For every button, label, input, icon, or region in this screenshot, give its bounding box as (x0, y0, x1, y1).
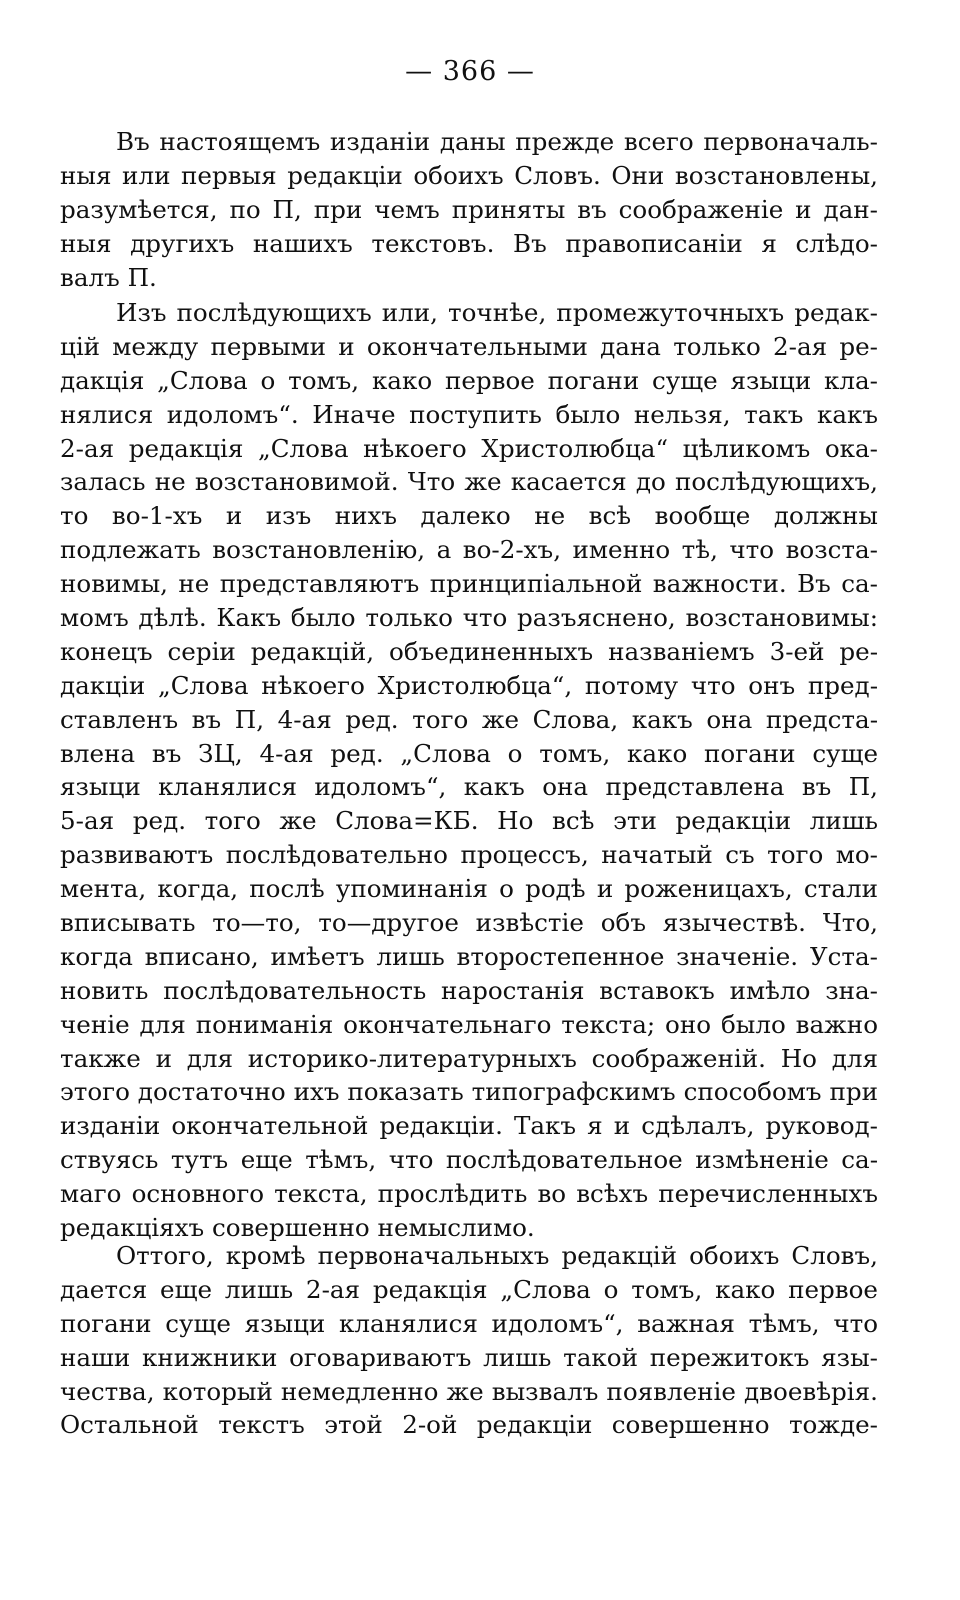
text-line: Изъ послѣдующихъ или, точнѣе, промежуточныхъ редак- (116, 298, 878, 327)
text-line: дается еще лишь 2-ая редакція „Слова о томъ, како первое (60, 1274, 878, 1304)
text-line: подлежать возстановленію, а во-2-хъ, именно тѣ, что возста- (60, 535, 878, 565)
text-line: разумѣется, по П, при чемъ приняты въ соображеніе и дан- (60, 194, 878, 224)
text-line: развиваютъ послѣдовательно процессъ, начатый съ того мо- (60, 840, 878, 870)
text-line: момъ дѣлѣ. Какъ было только что разъяснено, возстановимы: (60, 603, 878, 633)
text-line: изданіи окончательной редакціи. Такъ я и сдѣлалъ, руковод- (60, 1111, 878, 1141)
text-line: этого достаточно ихъ показать типографскимъ способомъ при (60, 1077, 878, 1107)
text-line: новить послѣдовательность наростанія вставокъ имѣло зна- (60, 975, 878, 1005)
text-line: когда вписано, имѣетъ лишь второстепенное значеніе. Уста- (60, 941, 878, 971)
text-line: Остальной текстъ этой 2-ой редакціи совершенно тожде- (60, 1410, 878, 1440)
text-line: ныя другихъ нашихъ текстовъ. Въ правописаніи я слѣдо- (60, 228, 878, 258)
text-line: языци кланялися идоломъ“, какъ она представлена въ П, (60, 772, 878, 802)
text-line: то во-1-хъ и изъ нихъ далеко не всѣ вообще должны (60, 501, 878, 531)
text-line: цій между первыми и окончательными дана только 2-ая ре- (60, 331, 878, 361)
text-line: нялися идоломъ“. Иначе поступить было нельзя, такъ какъ (60, 399, 878, 429)
text-line: редакціяхъ совершенно немыслимо. (60, 1213, 535, 1243)
text-line: маго основного текста, прослѣдить во всѣхъ перечисленныхъ (60, 1179, 878, 1209)
text-line: дакціи „Слова нѣкоего Христолюбца“, потому что онъ пред- (60, 670, 878, 700)
text-line: валъ П. (60, 262, 157, 292)
text-line: конецъ серіи редакцій, объединенныхъ названіемъ 3-ей ре- (60, 636, 878, 666)
text-line: чества, который немедленно же вызвалъ появленіе двоевѣрія. (60, 1376, 878, 1406)
text-line: также и для историко-литературныхъ соображеній. Но для (60, 1043, 878, 1073)
page-number: — 366 — (405, 56, 535, 87)
text-line: мента, когда, послѣ упоминанія о родѣ и роженицахъ, стали (60, 874, 878, 904)
text-line: залась не возстановимой. Что же касается до послѣдующихъ, (60, 467, 878, 497)
text-line: 2-ая редакція „Слова нѣкоего Христолюбца“ цѣликомъ ока- (60, 433, 878, 463)
text-line: ныя или первыя редакціи обоихъ Словъ. Они возстановлены, (60, 160, 878, 190)
paragraph-1 (60, 125, 878, 294)
text-line: Оттого, кромѣ первоначальныхъ редакцій обоихъ Словъ, (116, 1241, 878, 1270)
text-line: дакція „Слова о томъ, како первое погани суще языци кла- (60, 365, 878, 395)
text-line: вписывать то—то, то—другое извѣстіе объ язычествѣ. Что, (60, 908, 878, 938)
paragraph-2 (60, 296, 878, 1245)
text-line: ствуясь тутъ еще тѣмъ, что послѣдовательное измѣненіе са- (60, 1145, 878, 1175)
text-line: влена въ ЗЦ, 4-ая ред. „Слова о томъ, како погани суще (60, 738, 878, 768)
text-line: новимы, не представляютъ принципіальной важности. Въ са- (60, 569, 878, 599)
text-line: ставленъ въ П, 4-ая ред. того же Слова, какъ она предста- (60, 704, 878, 734)
paragraph-3 (60, 1239, 878, 1442)
text-line: 5-ая ред. того же Слова=КБ. Но всѣ эти редакціи лишь (60, 806, 878, 836)
text-line: наши книжники оговариваютъ лишь такой пережитокъ язы- (60, 1342, 878, 1372)
text-line: погани суще языци кланялися идоломъ“, важная тѣмъ, что (60, 1308, 878, 1338)
text-line: Въ настоящемъ изданіи даны прежде всего первоначаль- (116, 127, 878, 156)
text-line: ченіе для пониманія окончательнаго текста; оно было важно (60, 1009, 878, 1039)
